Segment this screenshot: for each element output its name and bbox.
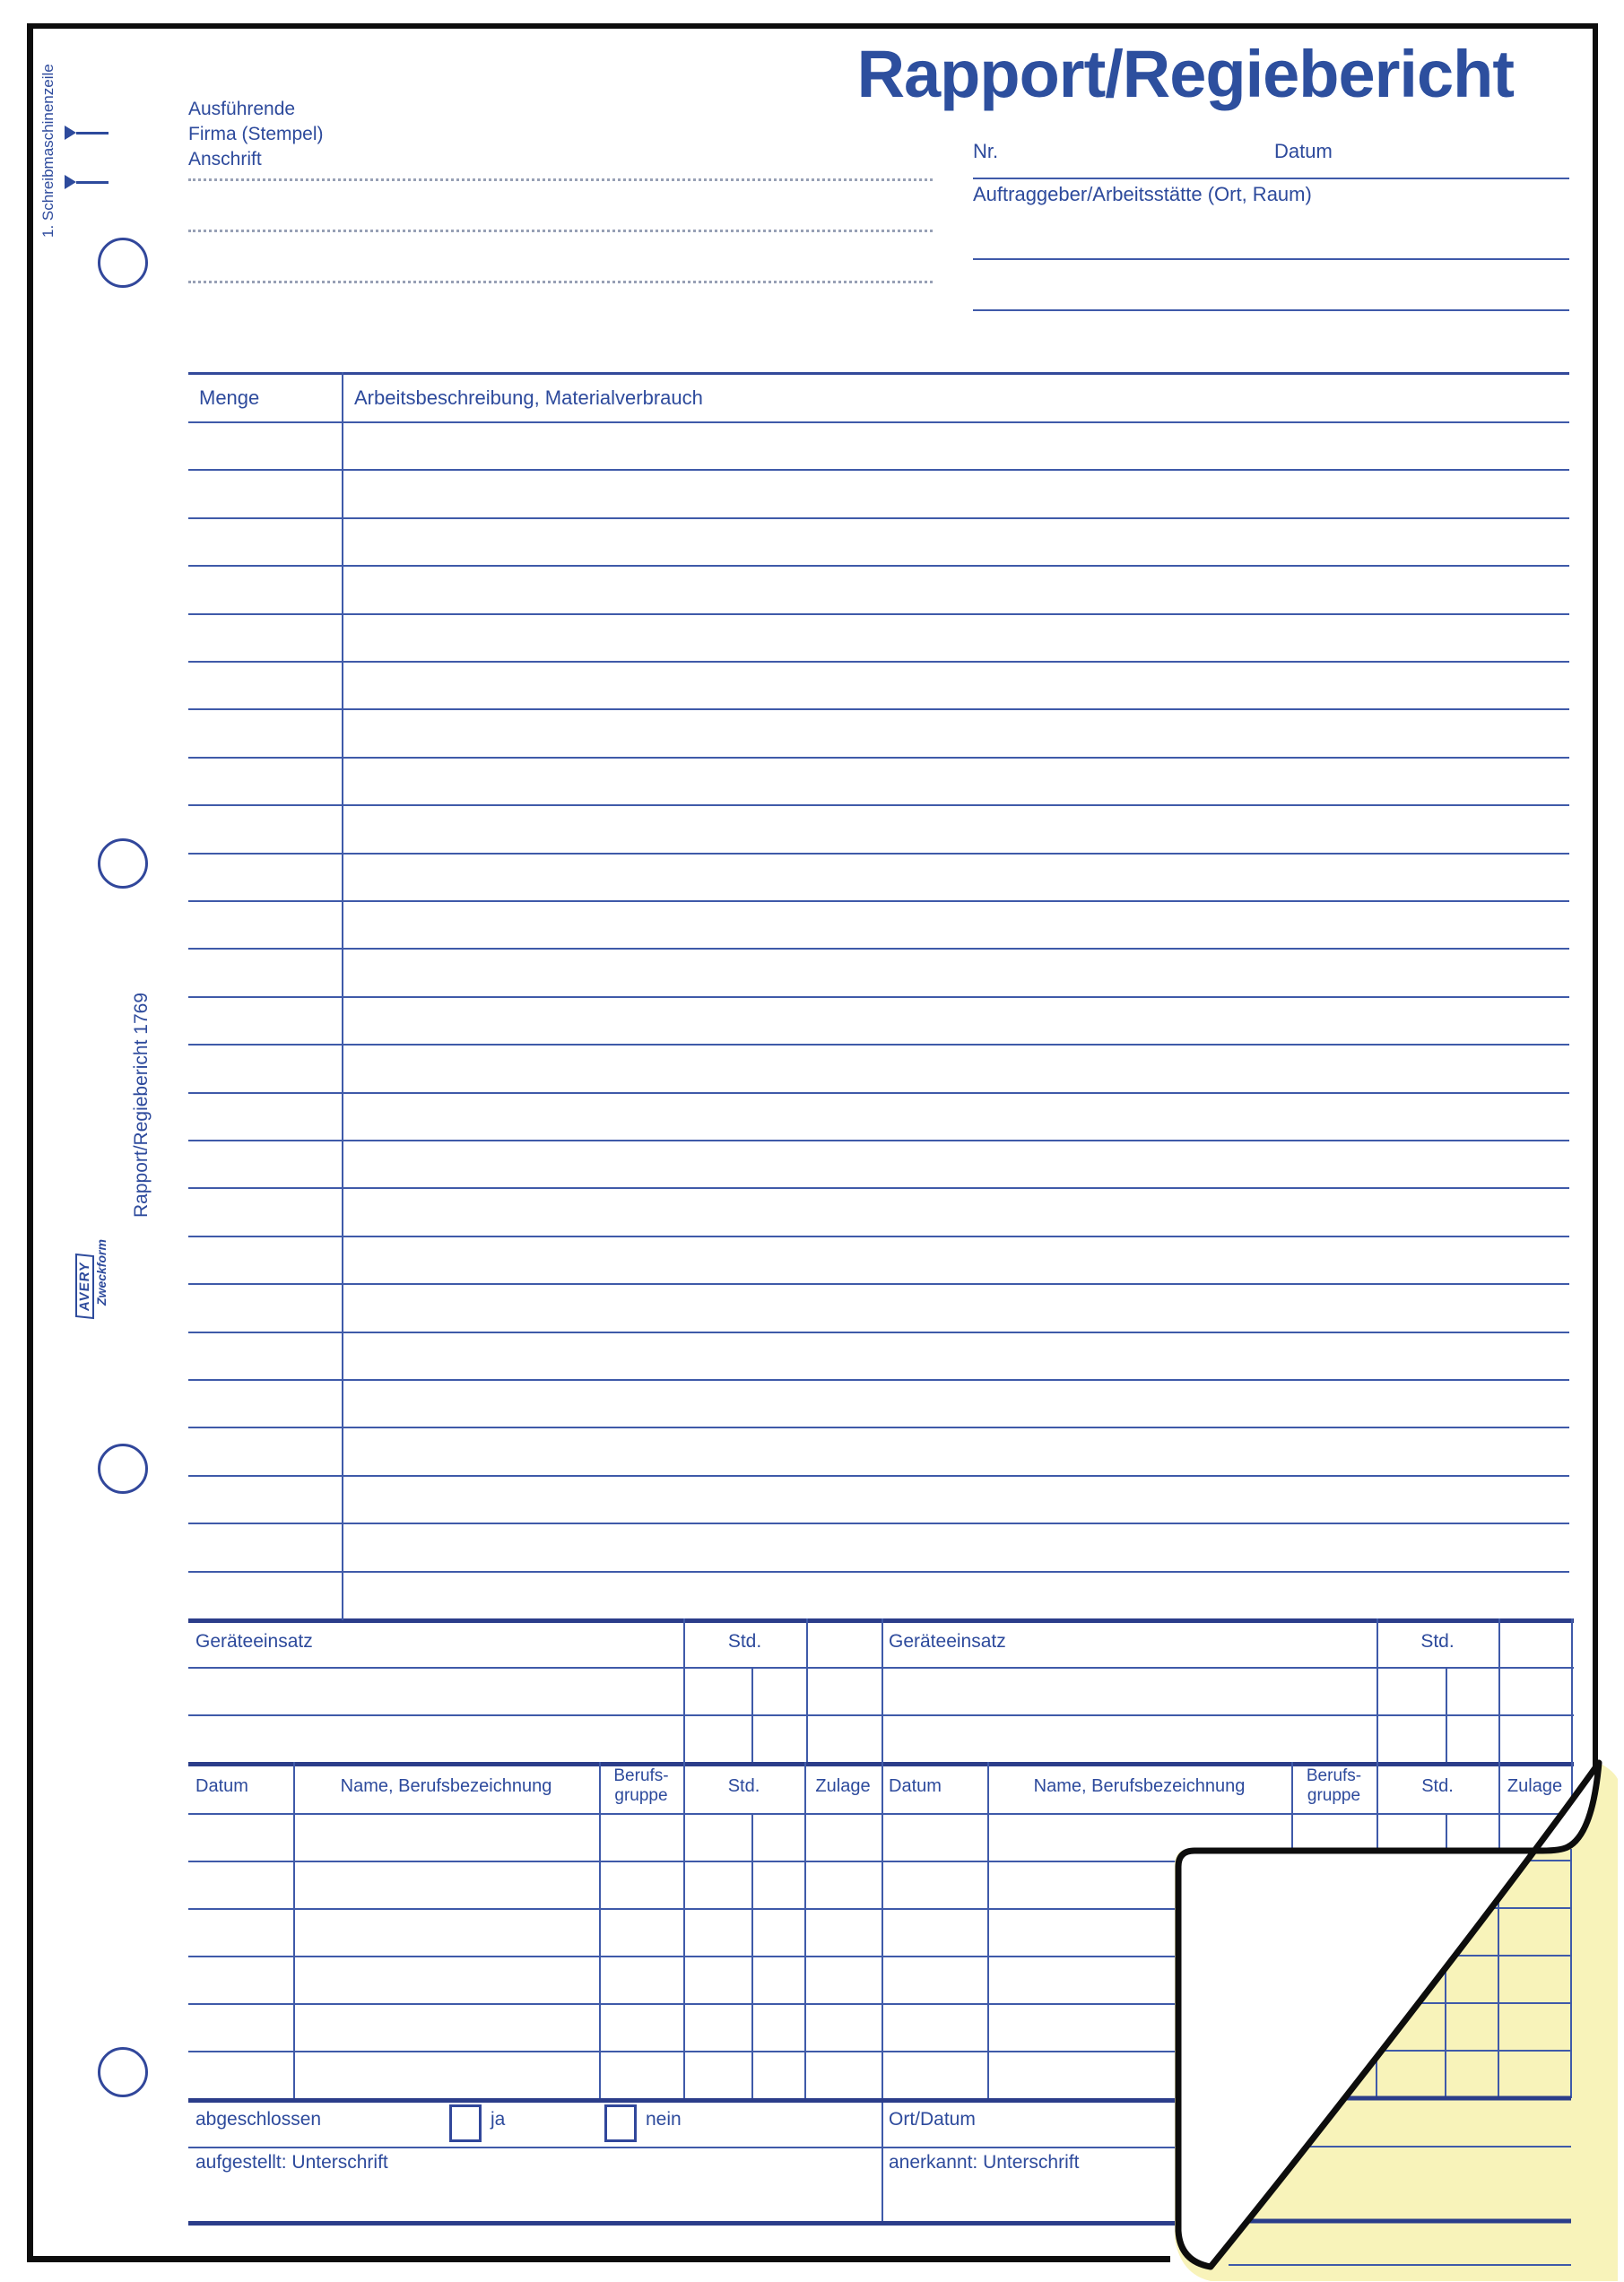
equipment-label-left: Geräteeinsatz <box>195 1631 313 1652</box>
nr-label: Nr. <box>973 140 999 162</box>
grid-line-vertical <box>293 1762 295 2100</box>
grid-line-horizontal <box>188 517 1569 519</box>
grid-line-horizontal <box>188 421 1569 423</box>
grid-line-horizontal <box>188 996 1569 998</box>
qty-column-header: Menge <box>199 386 260 409</box>
personnel-name-header: Name, Berufsbezeichnung <box>1033 1776 1246 1796</box>
brand-sub: Zweckform <box>94 1239 109 1306</box>
grid-line-horizontal <box>188 1187 1569 1189</box>
grid-line-horizontal <box>188 804 1569 806</box>
grid-line-horizontal <box>973 258 1569 260</box>
personnel-date-header: Datum <box>195 1776 248 1796</box>
grid-line-vertical <box>683 1762 685 2100</box>
page-edge-bottom <box>27 2256 1170 2262</box>
grid-line-horizontal <box>188 1140 1569 1141</box>
page-edge-top <box>27 23 1598 29</box>
grid-line-horizontal <box>188 565 1569 567</box>
checkbox-no[interactable] <box>604 2104 637 2142</box>
personnel-group-header <box>599 1766 683 1806</box>
personnel-group-line2: gruppe <box>1307 1786 1361 1805</box>
grid-line-horizontal <box>188 1427 1569 1428</box>
typewriter-mark-arrow-icon <box>65 126 76 140</box>
client-label: Auftraggeber/Arbeitsstätte (Ort, Raum) <box>973 183 1312 205</box>
desc-column-header: Arbeitsbeschreibung, Materialverbrauch <box>354 386 703 409</box>
grid-line-vertical <box>342 372 343 1620</box>
company-write-line[interactable] <box>188 230 933 232</box>
grid-line-horizontal <box>188 1523 1569 1524</box>
equipment-hours-label-left: Std. <box>727 1631 762 1652</box>
grid-line-vertical <box>683 1618 685 1762</box>
grid-line-vertical <box>881 1762 883 2221</box>
personnel-hours-header: Std. <box>727 1776 760 1796</box>
grid-line-horizontal <box>188 757 1569 759</box>
punch-hole <box>98 2047 148 2097</box>
company-label-2: Firma (Stempel) <box>188 124 324 144</box>
personnel-name-header: Name, Berufsbezeichnung <box>340 1776 552 1796</box>
grid-line-horizontal <box>188 948 1569 950</box>
grid-line-horizontal <box>188 708 1569 710</box>
personnel-bonus-header: Zulage <box>815 1776 871 1796</box>
checkbox-yes[interactable] <box>449 2104 482 2142</box>
form-id-vertical: Rapport/Regiebericht 1769 <box>131 993 152 1218</box>
grid-line-horizontal <box>188 372 1569 375</box>
prepared-signature-label: aufgestellt: Unterschrift <box>195 2152 388 2173</box>
grid-line-horizontal <box>188 1283 1569 1285</box>
page-curl <box>1076 1740 1624 2282</box>
page-edge-right <box>1593 23 1598 1771</box>
personnel-group-line1: Berufs- <box>613 1766 669 1785</box>
grid-line-horizontal <box>973 178 1569 179</box>
brand-logo <box>75 1239 110 1318</box>
grid-line-horizontal <box>188 1044 1569 1046</box>
company-write-line[interactable] <box>188 178 933 181</box>
grid-line-vertical <box>804 1762 806 2100</box>
personnel-group-line1: Berufs- <box>1306 1766 1362 1785</box>
personnel-bonus-header: Zulage <box>1507 1776 1563 1796</box>
grid-line-vertical <box>806 1618 808 1762</box>
grid-line-vertical <box>987 1762 989 2100</box>
grid-line-horizontal <box>188 1092 1569 1094</box>
grid-line-horizontal <box>188 661 1569 663</box>
brand-name: AVERY <box>75 1254 94 1319</box>
typewriter-mark-line <box>76 132 109 134</box>
completed-label: abgeschlossen <box>195 2109 322 2130</box>
punch-hole <box>98 838 148 889</box>
personnel-date-header: Datum <box>889 1776 942 1796</box>
grid-line-vertical <box>751 1813 753 2100</box>
company-label-1: Ausführende <box>188 99 296 119</box>
grid-line-horizontal <box>188 1236 1569 1237</box>
grid-line-horizontal <box>188 1332 1569 1333</box>
typewriter-mark-arrow-icon <box>65 175 76 189</box>
personnel-hours-header: Std. <box>1421 1776 1454 1796</box>
personnel-group-line2: gruppe <box>614 1786 668 1805</box>
grid-line-vertical <box>751 1667 753 1762</box>
grid-line-horizontal <box>188 1379 1569 1381</box>
punch-hole <box>98 1444 148 1494</box>
grid-line-horizontal <box>188 853 1569 855</box>
grid-line-vertical <box>881 1618 883 1762</box>
page-edge-left <box>27 23 33 2261</box>
grid-line-horizontal <box>188 1571 1569 1573</box>
equipment-label-right: Geräteeinsatz <box>889 1631 1006 1652</box>
equipment-hours-label-right: Std. <box>1420 1631 1455 1652</box>
typewriter-line-note: 1. Schreibmaschinenzeile <box>39 64 56 238</box>
grid-line-vertical <box>599 1762 601 2100</box>
page-title: Rapport/Regiebericht <box>856 37 1514 111</box>
date-label: Datum <box>1274 140 1333 162</box>
approved-signature-label: anerkannt: Unterschrift <box>889 2152 1080 2173</box>
company-write-line[interactable] <box>188 281 933 283</box>
grid-line-horizontal <box>188 469 1569 471</box>
grid-line-horizontal <box>973 309 1569 311</box>
no-label: nein <box>646 2109 682 2130</box>
place-date-label: Ort/Datum <box>889 2109 976 2130</box>
grid-line-horizontal <box>188 900 1569 902</box>
grid-line-horizontal <box>188 613 1569 615</box>
company-label-3: Anschrift <box>188 149 262 169</box>
grid-line-horizontal <box>188 1475 1569 1477</box>
yes-label: ja <box>491 2109 506 2130</box>
typewriter-mark-line <box>76 181 109 184</box>
punch-hole <box>98 238 148 288</box>
